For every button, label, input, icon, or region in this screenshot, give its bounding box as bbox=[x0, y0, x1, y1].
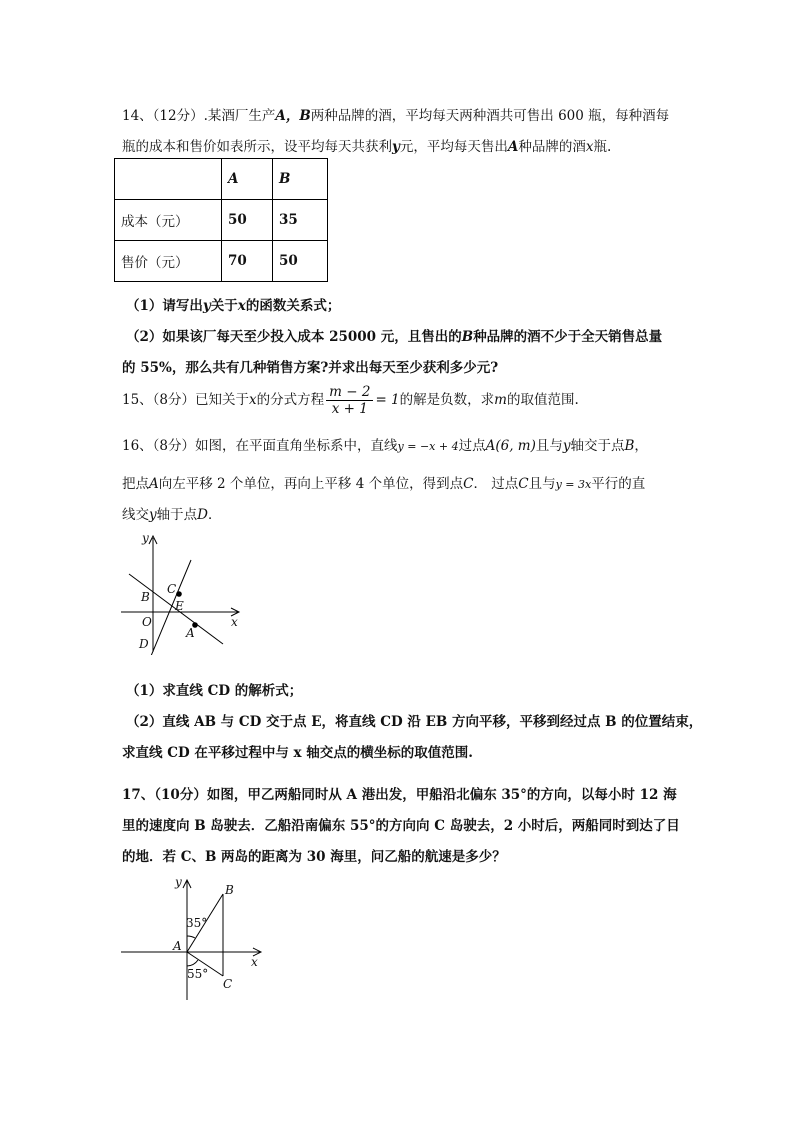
q15-fraction: $\frac{m - 2}{x + 1}$ bbox=[326, 384, 373, 417]
table-cell: 70 bbox=[222, 241, 273, 282]
q14-line-1: 14、（12分）.某酒厂生产A，B两种品牌的酒，平均每天两种酒共可售出 600 瓶，每种酒每 bbox=[122, 108, 670, 124]
q16-line-3: 线交y轴于点D． bbox=[122, 507, 222, 523]
label-b: B bbox=[141, 590, 150, 604]
table-cell: 50 bbox=[273, 241, 328, 282]
label-x: x bbox=[251, 955, 258, 969]
label-c: C bbox=[167, 582, 177, 596]
table-cell bbox=[115, 159, 222, 200]
navigation-figure bbox=[115, 872, 270, 1004]
label-angle-55: 55° bbox=[187, 967, 209, 981]
table-header-b: B bbox=[273, 159, 328, 200]
label-o: O bbox=[142, 615, 152, 629]
coordinate-figure bbox=[115, 530, 250, 655]
q14-part-2-line-2: 的 55%，那么共有几种销售方案?并求出每天至少获利多少元? bbox=[122, 360, 499, 376]
q16-line-2: 把点A向左平移 2 个单位，再向上平移 4 个单位，得到点C． 过点C且与y = 3x平行的直 bbox=[122, 476, 646, 492]
q17-line-2: 里的速度向 B 岛驶去．乙船沿南偏东 55°的方向向 C 岛驶去，2 小时后，两船同时到达了目 bbox=[122, 818, 680, 834]
label-angle-35: 35° bbox=[186, 916, 208, 930]
q15-line: 15、（8分）已知关于x的分式方程 $\frac{m - 2}{x + 1}$ = 1的解是负数，求m的取值范围. bbox=[122, 384, 579, 417]
point-c bbox=[176, 591, 182, 597]
q14-line-2: 瓶的成本和售价如表所示，设平均每天共获利y元，平均每天售出A种品牌的酒x瓶. bbox=[122, 139, 612, 155]
q16-part-1: （1）求直线 CD 的解析式； bbox=[126, 683, 303, 699]
table-header-row bbox=[115, 159, 328, 200]
q16-line-1: 16、（8分）如图，在平面直角坐标系中，直线y = −x + 4过点A(6, m)且与y轴交于点B， bbox=[122, 438, 648, 454]
q17-line-1: 17、（10分）如图，甲乙两船同时从 A 港出发，甲船沿北偏东 35°的方向，以每小时 12 海 bbox=[122, 787, 677, 803]
q14-part-1: （1）请写出y关于x的函数关系式； bbox=[126, 298, 341, 314]
label-x: x bbox=[231, 615, 238, 629]
line-cd bbox=[151, 560, 191, 655]
angle-arc-55 bbox=[187, 960, 198, 966]
table-cell: 50 bbox=[222, 200, 273, 241]
table-header-a: A bbox=[222, 159, 273, 200]
table-cell: 成本（元） bbox=[115, 200, 222, 241]
label-b: B bbox=[225, 883, 234, 897]
label-e: E bbox=[175, 599, 184, 613]
table-row bbox=[115, 200, 328, 241]
label-y: y bbox=[175, 875, 182, 889]
table-row bbox=[115, 241, 328, 282]
q14-part-2-line-1: （2）如果该厂每天至少投入成本 25000 元，且售出的B种品牌的酒不少于全天销售总量 bbox=[126, 329, 663, 345]
table-cell: 35 bbox=[273, 200, 328, 241]
q16-part-2-line-1: （2）直线 AB 与 CD 交于点 E，将直线 CD 沿 EB 方向平移，平移到经过点 B 的位置结束， bbox=[126, 714, 703, 730]
label-a: A bbox=[186, 626, 195, 640]
label-c: C bbox=[223, 977, 233, 991]
cost-price-table bbox=[114, 158, 328, 282]
q17-line-3: 的地．若 C、B 两岛的距离为 30 海里，问乙船的航速是多少？ bbox=[122, 849, 506, 865]
label-y: y bbox=[142, 531, 149, 545]
q16-part-2-line-2: 求直线 CD 在平移过程中与 x 轴交点的横坐标的取值范围. bbox=[122, 745, 473, 761]
label-a: A bbox=[173, 939, 182, 953]
q14-brands: A，B bbox=[275, 108, 311, 124]
angle-arc-35 bbox=[187, 936, 195, 938]
table-cell: 售价（元） bbox=[115, 241, 222, 282]
label-d: D bbox=[139, 637, 149, 651]
